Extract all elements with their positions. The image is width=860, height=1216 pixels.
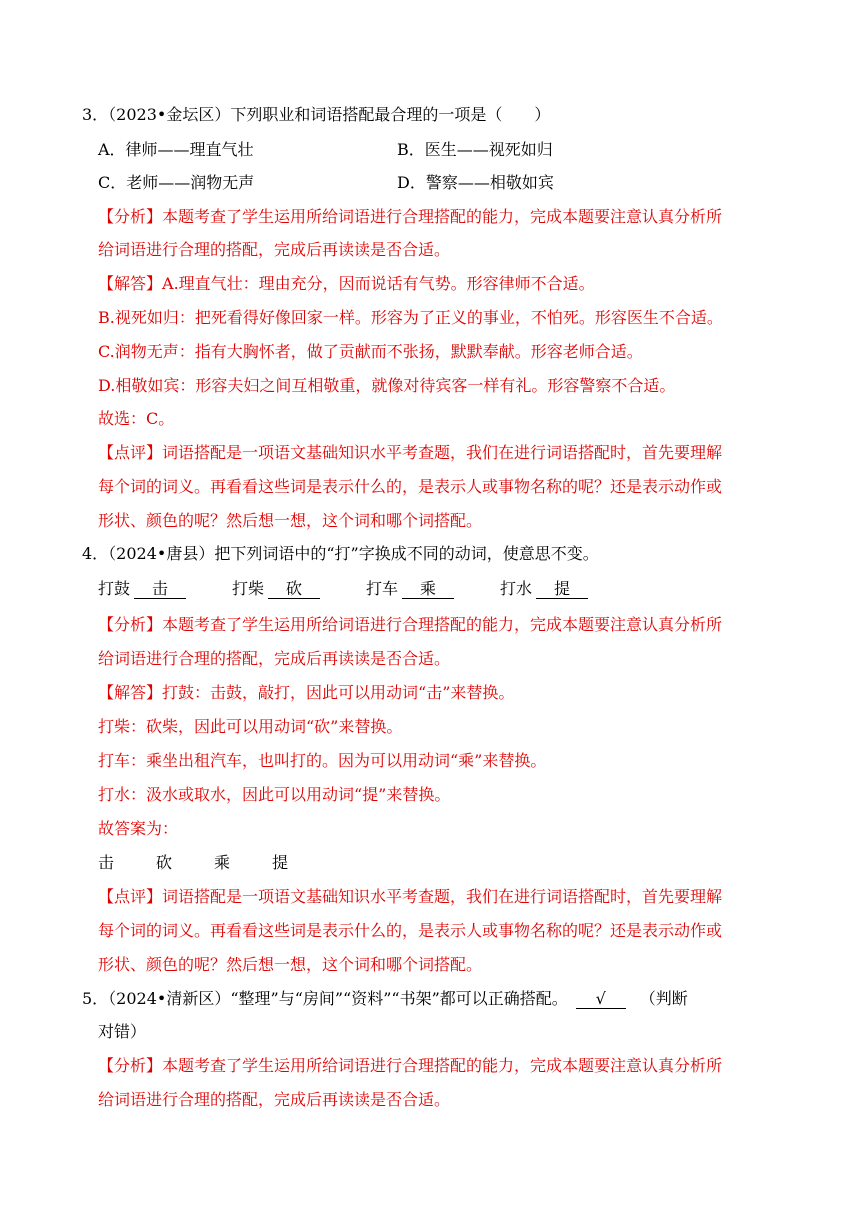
analysis-tag: 【分析】 [98, 207, 163, 226]
q4-analysis-line2: 给词语进行合理的搭配，完成后再读读是否合适。 [98, 649, 451, 668]
q4-blank-3: 乘 [402, 580, 454, 599]
q3-answer-choice: 故选：C。 [98, 409, 175, 428]
q4-answer-line4: 打水：汲水或取水，因此可以用动词“提”来替换。 [98, 785, 451, 804]
q3-review-line2: 每个词的词义。再看看这些词是表示什么的，是表示人或事物名称的呢？还是表示动作或 [98, 477, 723, 496]
q3-stem: 3．（2023•金坛区）下列职业和词语搭配最合理的一项是（ ） [82, 105, 551, 124]
q3-answer [98, 273, 595, 295]
q3-review-line3: 形状、颜色的呢？然后想一想，这个词和哪个词搭配。 [98, 511, 483, 530]
q5-analysis-line2: 给词语进行合理的搭配，完成后再读读是否合适。 [98, 1090, 451, 1109]
q4-answer-line5: 故答案为： [98, 819, 179, 838]
q4-blank-2: 砍 [268, 580, 320, 599]
q3-analysis [98, 206, 722, 228]
q3-analysis-line2: 给词语进行合理的搭配，完成后再读读是否合适。 [98, 240, 451, 259]
answer-text: 打鼓：击鼓，敲打，因此可以用动词“击”来替换。 [162, 683, 515, 702]
q4-word-4: 打水 [500, 579, 533, 598]
review-text: 词语搭配是一项语文基础知识水平考查题，我们在进行词语搭配时，首先要理解 [162, 887, 723, 906]
q3-option-c: C．老师——润物无声 [98, 173, 255, 192]
q3-option-d: D．警察——相敬如宾 [397, 173, 554, 192]
analysis-tag: 【分析】 [98, 615, 163, 634]
q4-answer-line2: 打柴：砍柴，因此可以用动词“砍”来替换。 [98, 717, 403, 736]
q4-review-line2: 每个词的词义。再看看这些词是表示什么的，是表示人或事物名称的呢？还是表示动作或 [98, 921, 723, 940]
q4-final-answers [98, 852, 330, 874]
q3-answer-line-d: D.相敬如宾：形容夫妇之间互相敬重，就像对待宾客一样有礼。形容警察不合适。 [98, 376, 676, 395]
q4-word-1: 打鼓 [98, 579, 131, 598]
q4-final-1: 击 [98, 853, 115, 872]
analysis-tag: 【分析】 [98, 1056, 163, 1075]
q5-suffix: （判断 [639, 989, 688, 1008]
q3-review [98, 442, 722, 464]
q5-stem-line2: 对错） [98, 1022, 147, 1041]
q5-blank: √ [576, 990, 626, 1009]
review-tag: 【点评】 [98, 887, 163, 906]
q5-stem [82, 988, 688, 1010]
answer-tag: 【解答】 [98, 683, 163, 702]
q4-answer [98, 682, 514, 704]
q4-stem: 4．（2024•唐县）把下列词语中的“打”字换成不同的动词，使意思不变。 [82, 544, 599, 563]
q3-answer-line-c: C.润物无声：指有大胸怀者，做了贡献而不张扬，默默奉献。形容老师合适。 [98, 342, 643, 361]
q4-blank-1: 击 [134, 580, 186, 599]
q4-answer-line3: 打车：乘坐出租汽车，也叫打的。因为可以用动词“乘”来替换。 [98, 751, 547, 770]
q3-answer-line-b: B.视死如归：把死看得好像回家一样。形容为了正义的事业，不怕死。形容医生不合适。 [98, 308, 723, 327]
analysis-text: 本题考查了学生运用所给词语进行合理搭配的能力，完成本题要注意认真分析所 [162, 615, 723, 634]
q5-stem-text: 5．（2024•清新区）“整理”与“房间”“资料”“书架”都可以正确搭配。 [82, 989, 568, 1008]
q4-analysis [98, 614, 722, 636]
q5-analysis [98, 1055, 722, 1077]
q4-review [98, 886, 722, 908]
analysis-text: 本题考查了学生运用所给词语进行合理搭配的能力，完成本题要注意认真分析所 [162, 1056, 723, 1075]
q4-blank-4: 提 [536, 580, 588, 599]
q3-option-b: B．医生——视死如归 [397, 140, 553, 159]
review-text: 词语搭配是一项语文基础知识水平考查题，我们在进行词语搭配时，首先要理解 [162, 443, 723, 462]
review-tag: 【点评】 [98, 443, 163, 462]
q4-fill-row [98, 578, 588, 600]
q4-review-line3: 形状、颜色的呢？然后想一想，这个词和哪个词搭配。 [98, 955, 483, 974]
q4-word-3: 打车 [366, 579, 399, 598]
q4-final-4: 提 [272, 853, 289, 872]
answer-text: A.理直气壮：理由充分，因而说话有气势。形容律师不合适。 [162, 274, 595, 293]
q3-option-a: A．律师——理直气壮 [98, 140, 254, 159]
q4-final-2: 砍 [156, 853, 173, 872]
answer-tag: 【解答】 [98, 274, 163, 293]
analysis-text: 本题考查了学生运用所给词语进行合理搭配的能力，完成本题要注意认真分析所 [162, 207, 723, 226]
q4-word-2: 打柴 [232, 579, 265, 598]
q4-final-3: 乘 [214, 853, 231, 872]
